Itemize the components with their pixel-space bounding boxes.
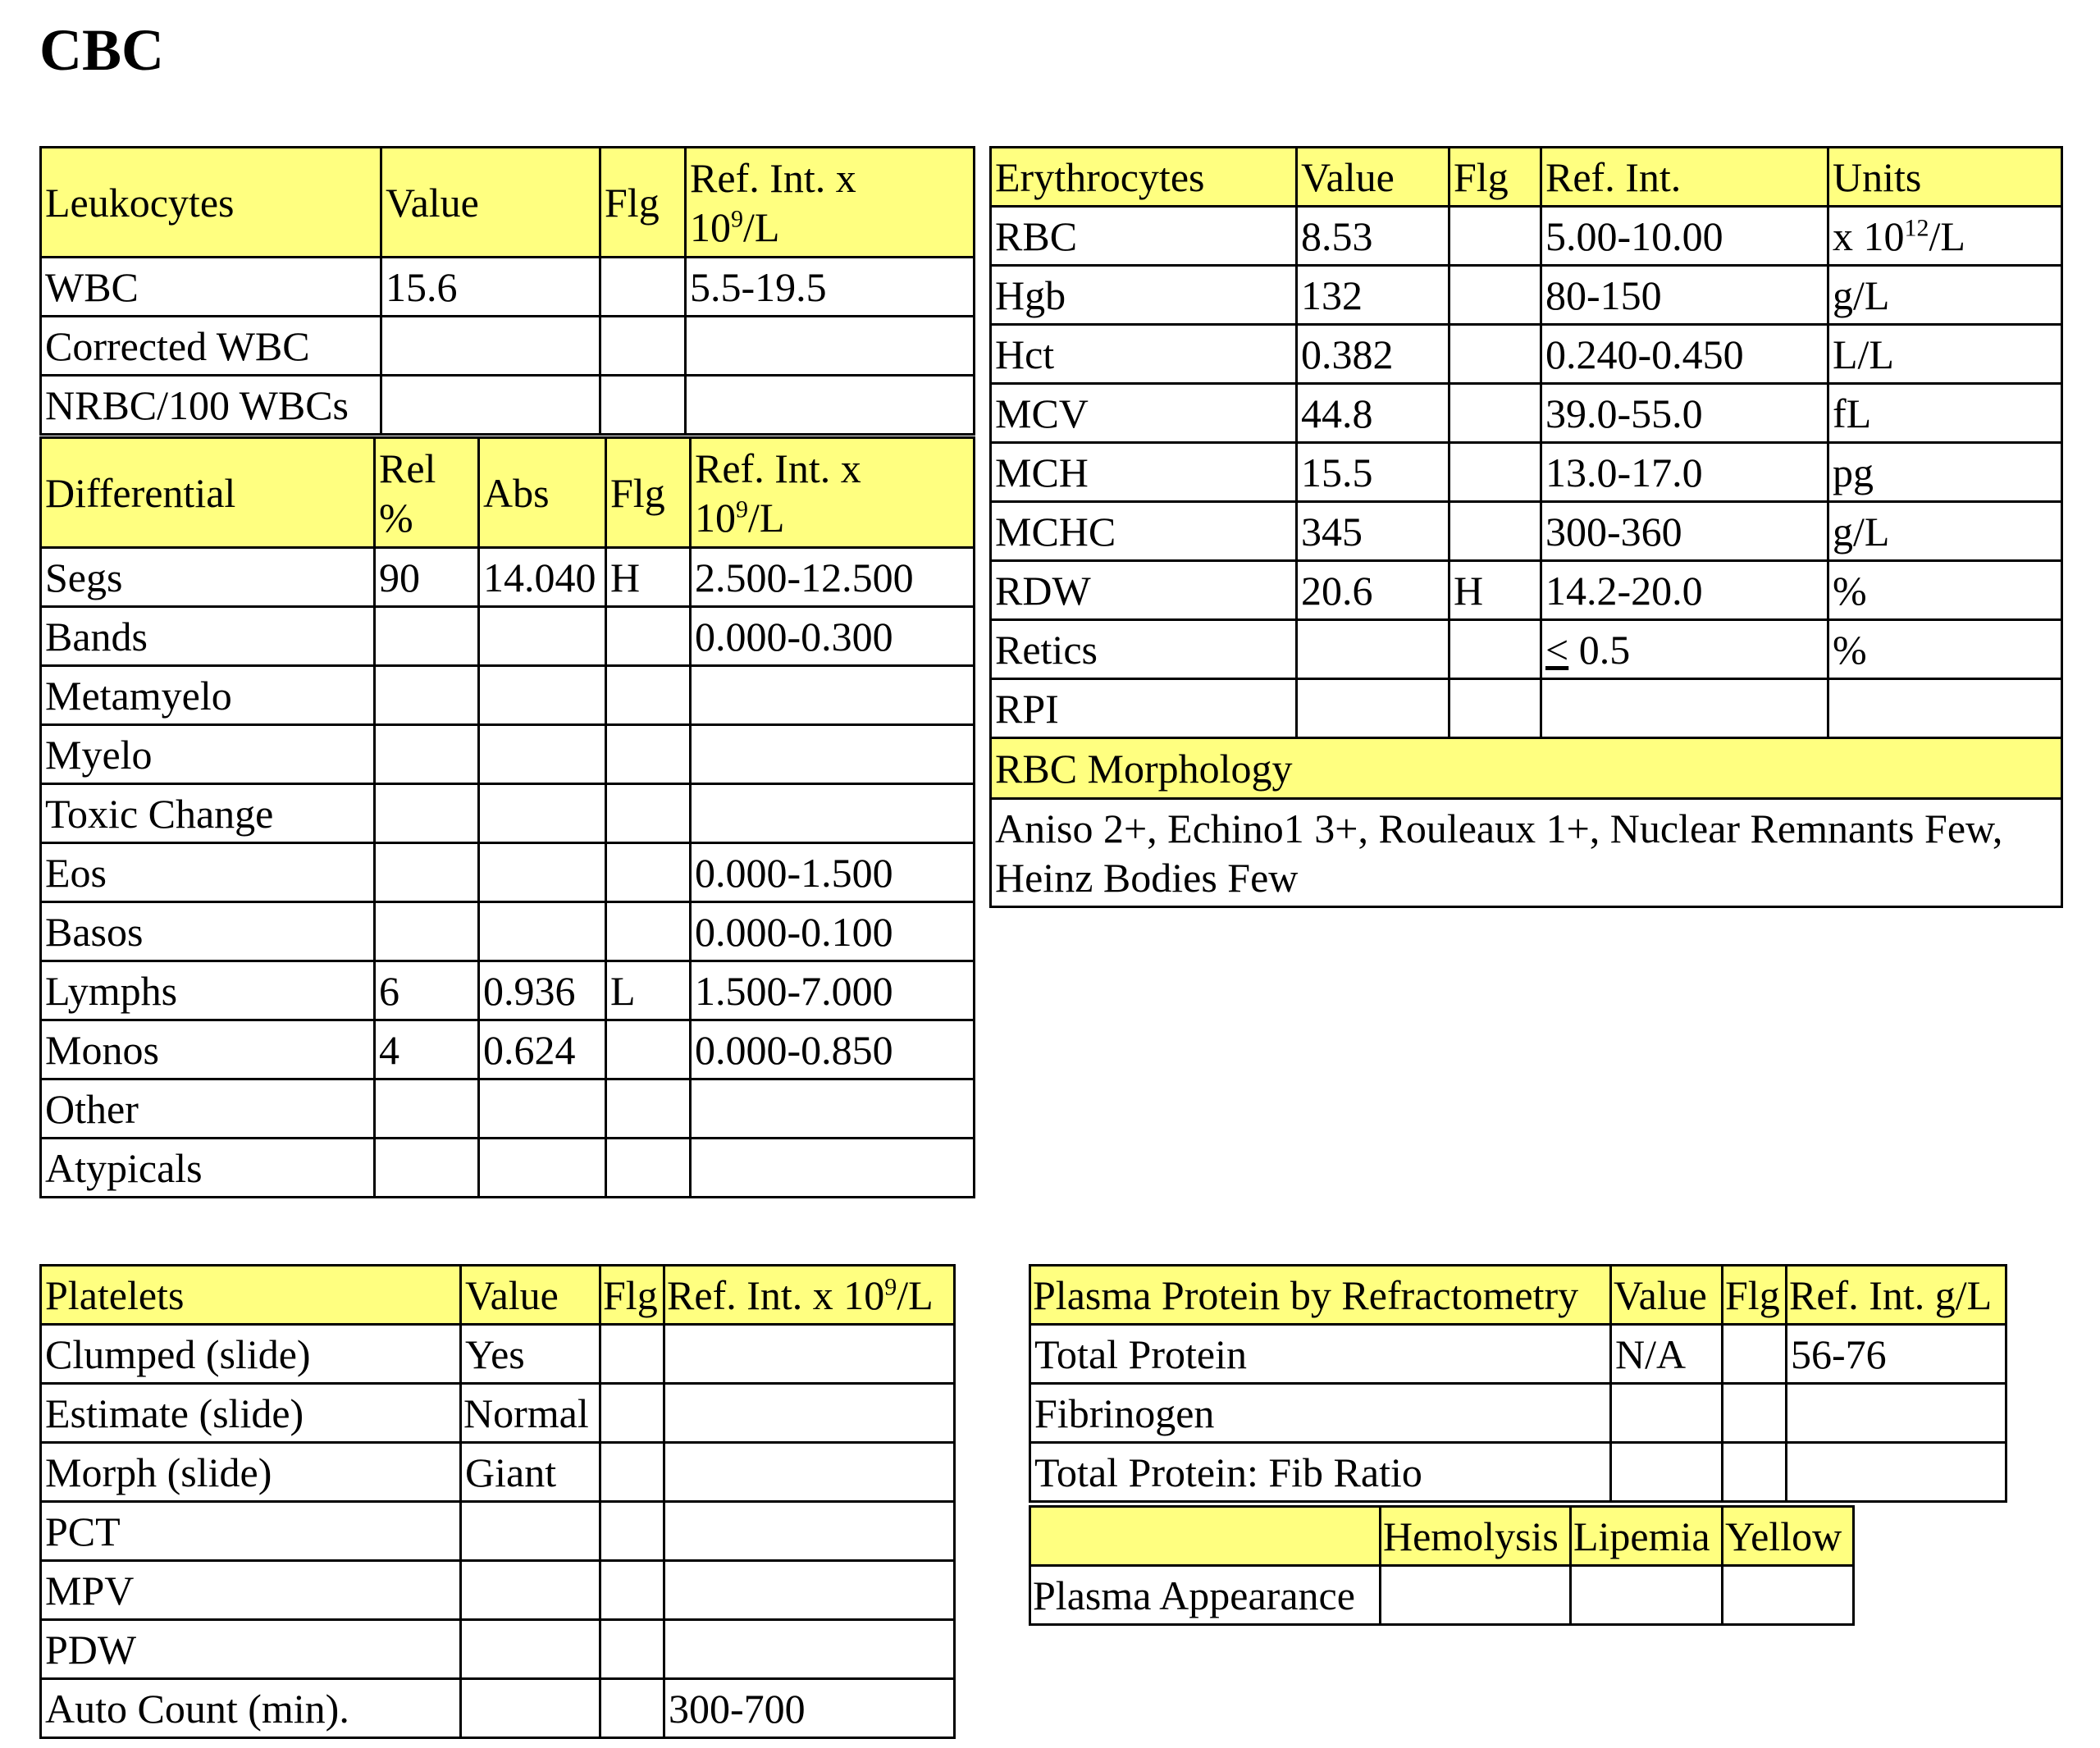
leukocytes-row-flag: [600, 258, 686, 317]
differential-row-ref: [691, 784, 975, 843]
erythrocytes-row-ref: 14.2-20.0: [1541, 561, 1828, 620]
platelets-row-name: MPV: [41, 1561, 461, 1620]
erythrocytes-header-row: [991, 148, 2062, 207]
differential-row-abs: 0.624: [479, 1020, 606, 1079]
erythrocytes-row-units: %: [1828, 620, 2062, 679]
less-than-or-equal-symbol: <: [1545, 626, 1569, 673]
plasma-protein-row-flag: [1723, 1325, 1787, 1384]
plasma-appearance-header-row: [1030, 1507, 1854, 1566]
differential-row-abs: [479, 843, 606, 902]
differential-row-abs: [479, 902, 606, 961]
differential-row-name: Lymphs: [41, 961, 375, 1020]
plasma-protein-row-value: [1611, 1384, 1723, 1443]
table-row: [41, 1079, 975, 1139]
erythrocytes-table: [989, 146, 2063, 908]
differential-row-rel: [375, 666, 479, 725]
erythrocytes-row-name: Hgb: [991, 266, 1297, 325]
platelets-row-value: [461, 1620, 600, 1679]
table-row: [41, 548, 975, 607]
erythrocytes-row-value: 20.6: [1297, 561, 1449, 620]
erythrocytes-row-name: RPI: [991, 679, 1297, 738]
leukocytes-header-ref: Ref. Int. x $10^9/L$: [686, 148, 975, 258]
platelets-row-name: Clumped (slide): [41, 1325, 461, 1384]
leukocytes-header-flag: Flg: [600, 148, 686, 258]
differential-row-flag: H: [606, 548, 691, 607]
erythrocytes-row-value: 0.382: [1297, 325, 1449, 384]
differential-header-row: [41, 438, 975, 548]
platelets-header-row: [41, 1266, 955, 1325]
platelets-header-flag: Flg: [600, 1266, 664, 1325]
differential-row-ref: 1.500-7.000: [691, 961, 975, 1020]
platelets-row-ref: [664, 1325, 955, 1384]
plasma-protein-row-name: Fibrinogen: [1030, 1384, 1611, 1443]
differential-row-name: Segs: [41, 548, 375, 607]
differential-row-ref: [691, 1139, 975, 1198]
differential-row-flag: [606, 607, 691, 666]
differential-row-abs: [479, 725, 606, 784]
differential-row-name: Myelo: [41, 725, 375, 784]
plasma-protein-header-value: Value: [1611, 1266, 1723, 1325]
plasma-protein-row-value: N/A: [1611, 1325, 1723, 1384]
erythrocytes-row-ref: 80-150: [1541, 266, 1828, 325]
differential-row-name: Other: [41, 1079, 375, 1139]
erythrocytes-row-ref: 13.0-17.0: [1541, 443, 1828, 502]
platelets-row-value: Normal: [461, 1384, 600, 1443]
erythrocytes-row-ref: 39.0-55.0: [1541, 384, 1828, 443]
differential-row-flag: [606, 902, 691, 961]
differential-row-ref: 0.000-0.850: [691, 1020, 975, 1079]
differential-row-abs: [479, 1139, 606, 1198]
differential-row-ref: 0.000-0.300: [691, 607, 975, 666]
erythrocytes-header-ref: Ref. Int.: [1541, 148, 1828, 207]
differential-row-rel: 4: [375, 1020, 479, 1079]
table-row: [41, 666, 975, 725]
erythrocytes-row-value: 44.8: [1297, 384, 1449, 443]
plasma-protein-header-row: [1030, 1266, 2006, 1325]
differential-row-flag: [606, 666, 691, 725]
erythrocytes-header-units: Units: [1828, 148, 2062, 207]
differential-row-rel: 90: [375, 548, 479, 607]
plasma-protein-header-flag: Flg: [1723, 1266, 1787, 1325]
leukocytes-table: [39, 146, 975, 436]
erythrocytes-row-value: 345: [1297, 502, 1449, 561]
erythrocytes-row-flag: H: [1449, 561, 1541, 620]
table-row: [991, 561, 2062, 620]
plasma-protein-row-value: [1611, 1443, 1723, 1502]
differential-row-name: Atypicals: [41, 1139, 375, 1198]
platelets-row-value: Giant: [461, 1443, 600, 1502]
platelets-row-flag: [600, 1384, 664, 1443]
differential-table: [39, 436, 975, 1198]
plasma-appearance-row-yellow: [1723, 1566, 1854, 1625]
table-row: [1030, 1325, 2006, 1384]
platelets-table: [39, 1264, 956, 1739]
plasma-appearance-row-name: Plasma Appearance: [1030, 1566, 1381, 1625]
differential-row-name: Basos: [41, 902, 375, 961]
erythrocytes-row-value: [1297, 620, 1449, 679]
differential-row-flag: [606, 843, 691, 902]
differential-row-rel: 6: [375, 961, 479, 1020]
table-row: [41, 1020, 975, 1079]
erythrocytes-row-ref: < 0.5: [1541, 620, 1828, 679]
platelets-row-flag: [600, 1325, 664, 1384]
plasma-protein-row-ref: [1787, 1384, 2006, 1443]
differential-header-ref: Ref. Int. x $10^9/L$: [691, 438, 975, 548]
erythrocytes-header-name: Erythrocytes: [991, 148, 1297, 207]
leukocytes-row-value: [381, 317, 600, 376]
erythrocytes-row-units: %: [1828, 561, 2062, 620]
platelets-row-ref: [664, 1443, 955, 1502]
plasma-protein-row-name: Total Protein: [1030, 1325, 1611, 1384]
erythrocytes-row-units: pg: [1828, 443, 2062, 502]
platelets-row-ref: 300-700: [664, 1679, 955, 1738]
differential-row-abs: [479, 1079, 606, 1139]
erythrocytes-row-ref: 0.240-0.450: [1541, 325, 1828, 384]
erythrocytes-row-units: g/L: [1828, 266, 2062, 325]
leukocytes-row-value: 15.6: [381, 258, 600, 317]
leukocytes-row-value: [381, 376, 600, 435]
page-title: CBC: [39, 17, 165, 83]
differential-header-name: Differential: [41, 438, 375, 548]
table-row: [41, 376, 975, 435]
erythrocytes-row-flag: [1449, 325, 1541, 384]
leukocytes-row-ref: [686, 317, 975, 376]
erythrocytes-row-value: 8.53: [1297, 207, 1449, 266]
erythrocytes-row-ref: 5.00-10.00: [1541, 207, 1828, 266]
differential-row-ref: 2.500-12.500: [691, 548, 975, 607]
erythrocytes-row-name: Hct: [991, 325, 1297, 384]
table-row: [41, 1325, 955, 1384]
platelets-row-flag: [600, 1679, 664, 1738]
table-row: [1030, 1443, 2006, 1502]
table-row: [41, 1679, 955, 1738]
differential-row-rel: [375, 607, 479, 666]
platelets-row-ref: [664, 1502, 955, 1561]
differential-row-rel: [375, 902, 479, 961]
table-row: [991, 266, 2062, 325]
differential-row-abs: 0.936: [479, 961, 606, 1020]
platelets-row-value: [461, 1561, 600, 1620]
table-row: [41, 607, 975, 666]
table-row: [41, 784, 975, 843]
plasma-protein-table: [1029, 1264, 2007, 1503]
table-row: [41, 1561, 955, 1620]
differential-row-name: Monos: [41, 1020, 375, 1079]
differential-row-abs: [479, 784, 606, 843]
erythrocytes-row-units: g/L: [1828, 502, 2062, 561]
table-row: [41, 1502, 955, 1561]
leukocytes-row-name: NRBC/100 WBCs: [41, 376, 381, 435]
erythrocytes-row-name: MCHC: [991, 502, 1297, 561]
differential-row-flag: [606, 784, 691, 843]
differential-row-rel: [375, 725, 479, 784]
differential-row-flag: L: [606, 961, 691, 1020]
table-row: [991, 384, 2062, 443]
differential-row-rel: [375, 843, 479, 902]
rbc-morphology-text: Aniso 2+, Echino1 3+, Rouleaux 1+, Nuclear Remnants Few, Heinz Bodies Few: [991, 799, 2062, 907]
platelets-row-flag: [600, 1502, 664, 1561]
erythrocytes-row-ref: [1541, 679, 1828, 738]
differential-row-flag: [606, 1079, 691, 1139]
erythrocytes-row-value: [1297, 679, 1449, 738]
table-row: [41, 1139, 975, 1198]
plasma-protein-row-flag: [1723, 1384, 1787, 1443]
table-row: [41, 725, 975, 784]
table-row: [41, 1620, 955, 1679]
table-row: [41, 961, 975, 1020]
differential-row-name: Eos: [41, 843, 375, 902]
differential-row-flag: [606, 725, 691, 784]
erythrocytes-row-name: MCH: [991, 443, 1297, 502]
leukocytes-row-flag: [600, 376, 686, 435]
platelets-header-ref: Ref. Int. x $10^9/L$: [664, 1266, 955, 1325]
platelets-row-flag: [600, 1561, 664, 1620]
table-row: [991, 207, 2062, 266]
differential-header-flag: Flg: [606, 438, 691, 548]
erythrocytes-row-units: [1828, 679, 2062, 738]
differential-row-ref: [691, 1079, 975, 1139]
plasma-protein-row-ref: 56-76: [1787, 1325, 2006, 1384]
table-row: [41, 843, 975, 902]
leukocytes-row-ref: 5.5-19.5: [686, 258, 975, 317]
plasma-appearance-header-hemolysis: Hemolysis: [1381, 1507, 1571, 1566]
erythrocytes-header-flag: Flg: [1449, 148, 1541, 207]
erythrocytes-row-name: Retics: [991, 620, 1297, 679]
differential-row-flag: [606, 1020, 691, 1079]
table-row: [41, 902, 975, 961]
leukocytes-row-flag: [600, 317, 686, 376]
erythrocytes-row-flag: [1449, 502, 1541, 561]
erythrocytes-row-flag: [1449, 620, 1541, 679]
rbc-morphology-title: RBC Morphology: [991, 738, 2062, 799]
differential-row-name: Metamyelo: [41, 666, 375, 725]
differential-row-rel: [375, 1079, 479, 1139]
table-row: [991, 325, 2062, 384]
differential-row-abs: [479, 607, 606, 666]
plasma-appearance-header-blank: [1030, 1507, 1381, 1566]
differential-row-rel: [375, 1139, 479, 1198]
table-row: [1030, 1566, 1854, 1625]
table-row: [991, 443, 2062, 502]
plasma-protein-row-flag: [1723, 1443, 1787, 1502]
table-row: [41, 258, 975, 317]
erythrocytes-row-name: MCV: [991, 384, 1297, 443]
differential-row-ref: 0.000-0.100: [691, 902, 975, 961]
platelets-row-name: Estimate (slide): [41, 1384, 461, 1443]
differential-header-abs: Abs: [479, 438, 606, 548]
erythrocytes-row-units: x $10^{12}/L$: [1828, 207, 2062, 266]
differential-row-ref: 0.000-1.500: [691, 843, 975, 902]
leukocytes-row-name: Corrected WBC: [41, 317, 381, 376]
leukocytes-row-name: WBC: [41, 258, 381, 317]
platelets-row-flag: [600, 1443, 664, 1502]
differential-row-ref: [691, 725, 975, 784]
table-row: [1030, 1384, 2006, 1443]
erythrocytes-row-value: 132: [1297, 266, 1449, 325]
erythrocytes-row-name: RBC: [991, 207, 1297, 266]
plasma-appearance-row-hemolysis: [1381, 1566, 1571, 1625]
plasma-appearance-header-lipemia: Lipemia: [1571, 1507, 1723, 1566]
erythrocytes-row-flag: [1449, 266, 1541, 325]
leukocytes-row-ref: [686, 376, 975, 435]
erythrocytes-row-flag: [1449, 443, 1541, 502]
platelets-row-value: [461, 1502, 600, 1561]
table-row: [41, 1443, 955, 1502]
erythrocytes-row-flag: [1449, 384, 1541, 443]
leukocytes-header-row: [41, 148, 975, 258]
erythrocytes-row-ref: 300-360: [1541, 502, 1828, 561]
erythrocytes-header-value: Value: [1297, 148, 1449, 207]
platelets-row-ref: [664, 1561, 955, 1620]
differential-row-abs: [479, 666, 606, 725]
table-row: [991, 502, 2062, 561]
platelets-row-name: Morph (slide): [41, 1443, 461, 1502]
platelets-row-name: PDW: [41, 1620, 461, 1679]
table-row: [991, 620, 2062, 679]
erythrocytes-row-flag: [1449, 679, 1541, 738]
platelets-row-name: Auto Count (min).: [41, 1679, 461, 1738]
erythrocytes-row-name: RDW: [991, 561, 1297, 620]
plasma-appearance-header-yellow: Yellow: [1723, 1507, 1854, 1566]
platelets-row-ref: [664, 1384, 955, 1443]
differential-row-name: Toxic Change: [41, 784, 375, 843]
table-row: [41, 1384, 955, 1443]
platelets-row-ref: [664, 1620, 955, 1679]
platelets-row-value: Yes: [461, 1325, 600, 1384]
rbc-morphology-header-row: [991, 738, 2062, 799]
differential-row-abs: 14.040: [479, 548, 606, 607]
differential-row-flag: [606, 1139, 691, 1198]
erythrocytes-row-units: fL: [1828, 384, 2062, 443]
platelets-row-name: PCT: [41, 1502, 461, 1561]
plasma-protein-row-name: Total Protein: Fib Ratio: [1030, 1443, 1611, 1502]
erythrocytes-row-value: 15.5: [1297, 443, 1449, 502]
plasma-protein-header-ref: Ref. Int. g/L: [1787, 1266, 2006, 1325]
platelets-row-value: [461, 1679, 600, 1738]
differential-row-rel: [375, 784, 479, 843]
differential-row-ref: [691, 666, 975, 725]
platelets-header-name: Platelets: [41, 1266, 461, 1325]
plasma-appearance-row-lipemia: [1571, 1566, 1723, 1625]
platelets-header-value: Value: [461, 1266, 600, 1325]
table-row: [991, 679, 2062, 738]
rbc-morphology-row: [991, 799, 2062, 907]
table-row: [41, 317, 975, 376]
erythrocytes-row-flag: [1449, 207, 1541, 266]
erythrocytes-row-units: L/L: [1828, 325, 2062, 384]
plasma-appearance-table: [1029, 1505, 1855, 1626]
plasma-protein-header-name: Plasma Protein by Refractometry: [1030, 1266, 1611, 1325]
leukocytes-header-name: Leukocytes: [41, 148, 381, 258]
plasma-protein-row-ref: [1787, 1443, 2006, 1502]
differential-header-rel: Rel %: [375, 438, 479, 548]
platelets-row-flag: [600, 1620, 664, 1679]
differential-row-name: Bands: [41, 607, 375, 666]
leukocytes-header-value: Value: [381, 148, 600, 258]
